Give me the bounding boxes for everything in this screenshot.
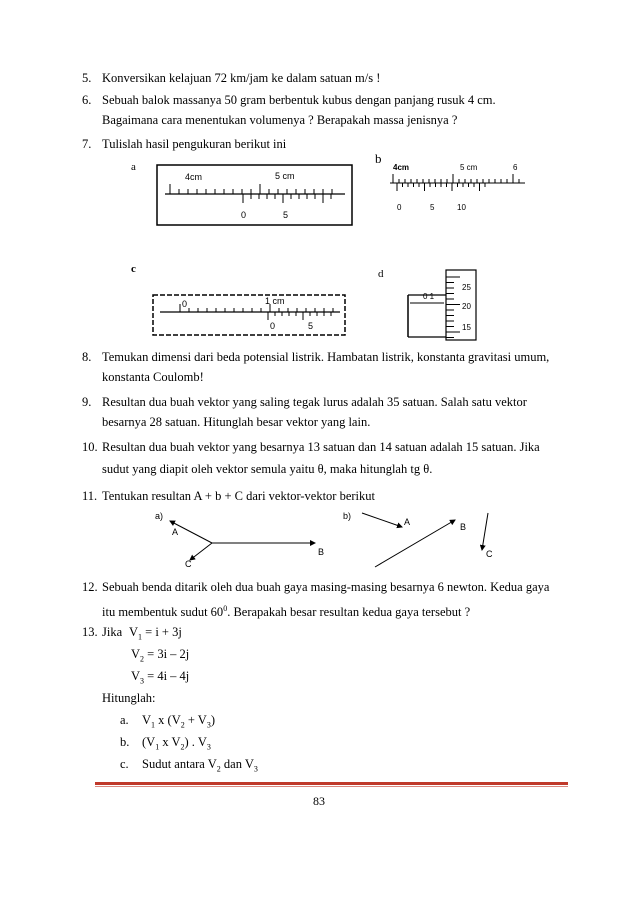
micrometer-d — [398, 265, 508, 345]
ruler-c-vernier-5: 5 — [308, 321, 314, 331]
vector-v3: $V_3 = 4i - 4j$ — [131, 669, 190, 686]
ruler-b-main-right: 5 cm — [460, 163, 478, 172]
vernier-caliper-c — [150, 290, 350, 340]
question-7: 7. Tulislah hasil pengukuran berikut ini — [82, 137, 287, 151]
page-number: 83 — [313, 794, 325, 808]
ruler-c-main-left: 0 — [182, 299, 188, 309]
vector-v1: $V_1 = i + 3j$ — [129, 625, 182, 642]
question-10: 10. Resultan dua buah vektor yang besarnya 13 satuan dan 14 satuan adalah 15 satuan. Jika sudut yang diapit oleh vektor semula yaitu θ, maka hitunglah tg θ. — [82, 440, 540, 476]
micrometer-thimble-25: 25 — [462, 283, 471, 292]
ruler-a-main-left: 4cm — [185, 172, 203, 182]
question-6: 6. Sebuah balok massanya 50 gram berbentuk kubus dengan panjang rusuk 4 cm. Bagaimana cara menentukan volumenya ? Berapakah massa jenisnya ? — [82, 93, 496, 127]
question-11: 11. Tentukan resultan A + b + C dari vektor-vektor berikut — [82, 489, 375, 503]
ruler-b-main-left: 4cm — [393, 163, 410, 172]
question-9: 9. Resultan dua buah vektor yang saling tegak lurus adalah 35 satuan. Salah satu vektor besarnya 28 satuan. Hitunglah besar vektor yang lain. — [82, 395, 527, 429]
vector-b-label-A: A — [404, 517, 411, 527]
vector-figure-a — [150, 505, 340, 570]
vector-v2: $V_2 = 3i - 2j$ — [131, 647, 190, 664]
ruler-a-vernier-5: 5 — [283, 210, 289, 220]
question-8: 8. Temukan dimensi dari beda potensial listrik. Hambatan listrik, konstanta gravitasi umum, konstanta Coulomb! — [82, 350, 550, 384]
micrometer-sleeve-label: 0 1 — [423, 292, 435, 301]
question-5: 5. Konversikan kelajuan 72 km/jam ke dalam satuan m/s ! — [82, 71, 381, 85]
vector-a-label-C: C — [185, 559, 192, 569]
ruler-a-main-right: 5 cm — [275, 171, 295, 181]
ruler-c-vernier-0: 0 — [270, 321, 276, 331]
vector-figure-b — [340, 505, 510, 570]
footer-rule — [95, 782, 568, 785]
ruler-b-vernier-5: 5 — [430, 203, 435, 212]
ruler-b-main-far: 6 — [513, 163, 518, 172]
ruler-b-vernier-0: 0 — [397, 203, 402, 212]
ruler-c-main-right: 1 cm — [265, 296, 285, 306]
micrometer-thimble-15: 15 — [462, 323, 471, 332]
vector-a-label-B: B — [318, 547, 325, 557]
figure-label-d: d — [378, 268, 384, 280]
figure-label-c: c — [131, 263, 136, 275]
vector-figure-b-label: b) — [343, 511, 352, 521]
sub-question-b: b. ($V_1$ x $V_2$) . $V_3$ — [120, 735, 211, 752]
vector-figure-a-label: a) — [155, 511, 164, 521]
ruler-a-vernier-0: 0 — [241, 210, 247, 220]
figure-label-b: b — [375, 151, 382, 166]
vernier-caliper-a — [155, 163, 355, 228]
question-12: 12. Sebuah benda ditarik oleh dua buah gaya masing-masing besarnya 6 newton. Kedua gaya itu membentuk sudut $60^0$. Berapakah besar resultan kedua gaya tersebut ? — [82, 580, 550, 620]
vector-a-label-A: A — [172, 527, 179, 537]
sub-question-a: a. $V_1$ x $(V_2 + V_3)$ — [120, 713, 216, 730]
footer-rule-thin — [95, 786, 568, 787]
ruler-b-vernier-10: 10 — [457, 203, 466, 212]
hitunglah-label: Hitunglah: — [102, 691, 156, 705]
vector-b-label-C: C — [486, 549, 493, 559]
vector-b-label-B: B — [460, 522, 467, 532]
figure-label-a: a — [131, 161, 136, 173]
micrometer-thimble-20: 20 — [462, 302, 471, 311]
vernier-caliper-b — [385, 158, 530, 213]
sub-question-c: c. Sudut antara $V_2$ dan $V_3$ — [120, 757, 258, 774]
question-13: 13. Jika — [82, 625, 123, 639]
